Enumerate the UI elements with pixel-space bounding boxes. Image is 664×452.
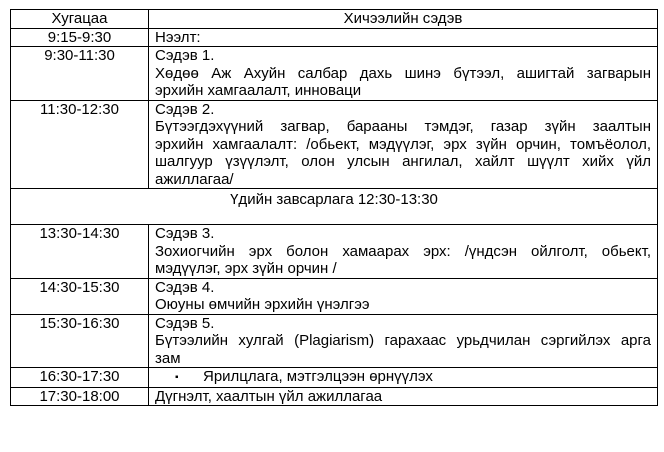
session-description-line: Бүтээлийн хулгай (Plagiarism) гарахаас урьдчилан сэргийлэх арга (155, 332, 651, 349)
time-column-header: Хугацаа (11, 10, 149, 29)
schedule-table (10, 9, 658, 406)
session-description-line: Дүгнэлт, хаалтын үйл ажиллагаа (155, 387, 383, 405)
session-title: Нээлт: (155, 28, 201, 46)
session-description-line: зам (155, 349, 181, 367)
table-row (11, 28, 658, 47)
session-title: Сэдэв 5. (155, 314, 215, 332)
table-row (11, 368, 658, 388)
session-title: Сэдэв 1. (155, 47, 215, 64)
session-description-line: Зохиогчийн эрх болон хамаарах эрх: /үндсэн ойлголт, обьект, (155, 242, 651, 260)
bulleted-item-text: Ярилцлага, мэтгэлцээн өрнүүлэх (203, 368, 433, 385)
time-cell: 14:30-15:30 (11, 278, 149, 314)
time-cell: 11:30-12:30 (11, 100, 149, 189)
topic-cell (149, 387, 658, 406)
table-row (11, 314, 658, 368)
table-row (11, 100, 658, 189)
lunch-break-row (11, 189, 658, 225)
session-description-line: эрхийн хамгаалалт, инноваци (155, 82, 362, 99)
session-description-line: эрхийн хамгаалалт: /обьект, мэдүүлэг, эрх зүйн орчин, томъёолол, (155, 135, 651, 153)
table-row (11, 47, 658, 101)
session-description-line: шалгуур үзүүлэлт, олон улсын ангилал, хайлт шүүлт хийх үйл (155, 153, 651, 170)
bullet-square-icon: ▪ (175, 372, 179, 383)
topic-cell (149, 28, 658, 47)
session-title: Сэдэв 4. (155, 278, 215, 296)
topic-column-header: Хичээлийн сэдэв (149, 10, 658, 29)
time-cell: 17:30-18:00 (11, 387, 149, 406)
time-cell: 9:15-9:30 (11, 28, 149, 47)
session-description-line: Хөдөө Аж Ахуйн салбар дахь шинэ бүтээл, ашигтай загварын (155, 64, 651, 82)
time-cell: 16:30-17:30 (11, 368, 149, 388)
table-row (11, 387, 658, 406)
session-description-line: ажиллагаа/ (155, 170, 234, 188)
time-cell: 9:30-11:30 (11, 47, 149, 101)
time-cell: 15:30-16:30 (11, 314, 149, 368)
session-description-line: мэдүүлэг, эрх зүйн орчин / (155, 260, 337, 277)
table-header-row (11, 10, 658, 29)
topic-cell (149, 278, 658, 314)
session-description-line: Бүтээгдэхүүний загвар, барааны тэмдэг, газар зүйн заалтын (155, 118, 651, 135)
session-title: Сэдэв 2. (155, 100, 215, 118)
lunch-break-label: Үдийн завсарлага 12:30-13:30 (11, 189, 658, 225)
topic-cell (149, 100, 658, 189)
topic-cell (149, 314, 658, 368)
topic-cell (149, 368, 658, 388)
topic-cell (149, 47, 658, 101)
session-description-line: Оюуны өмчийн эрхийн үнэлгээ (155, 296, 370, 313)
table-row (11, 225, 658, 279)
session-title: Сэдэв 3. (155, 225, 215, 242)
table-row (11, 278, 658, 314)
topic-cell (149, 225, 658, 279)
time-cell: 13:30-14:30 (11, 225, 149, 279)
bulleted-item (155, 368, 651, 387)
